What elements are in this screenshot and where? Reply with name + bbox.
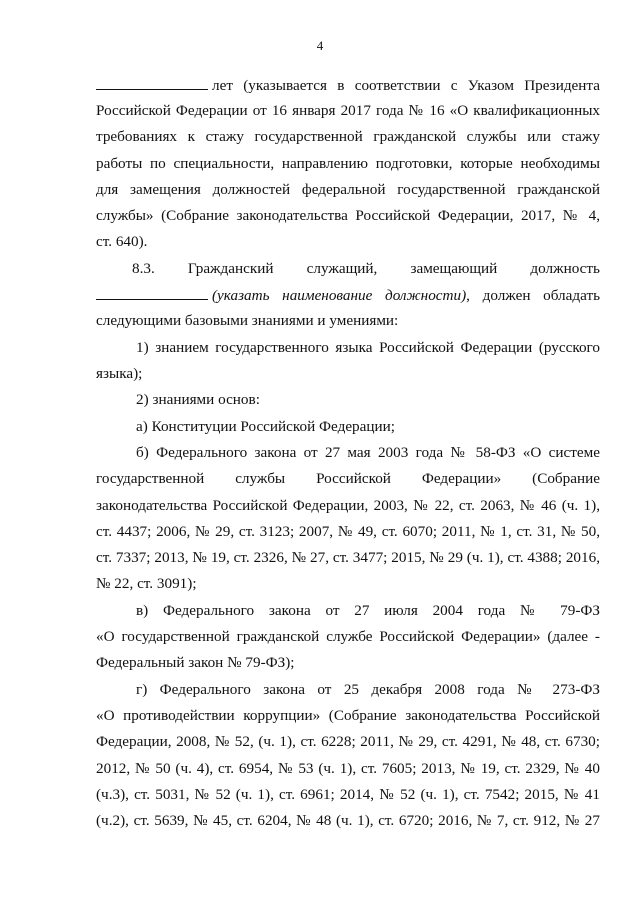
text-line: (ч.2), ст. 5639, № 45, ст. 6204, № 48 (ч. 1), ст. 6720; 2016, № 7, ст. 912, № 27 xyxy=(96,812,600,829)
list-item: 2) знаниями основ: xyxy=(136,391,260,408)
text-line: следующими базовыми знаниями и умениями: xyxy=(96,312,399,329)
list-item: 1) знанием государственного языка Российской Федерации (русского xyxy=(136,339,600,356)
text-line: (ч.3), ст. 5031, № 52 (ч. 1), ст. 6961; 2014, № 52 (ч. 1), ст. 7542; 2015, № 41 xyxy=(96,786,600,803)
text-line: языка); xyxy=(96,365,143,382)
text-line: лет (указывается в соответствии с Указом Президента xyxy=(96,75,600,95)
list-item: б) Федерального закона от 27 мая 2003 года № 58-ФЗ «О системе xyxy=(136,444,600,461)
blank-field xyxy=(96,285,208,300)
text-line: Федерации, 2008, № 52, (ч. 1), ст. 6228; 2011, № 29, ст. 4291, № 48, ст. 6730; xyxy=(96,733,600,750)
text-line: ст. 4437; 2006, № 29, ст. 3123; 2007, № 49, ст. 6070; 2011, № 1, ст. 31, № 50, xyxy=(96,523,600,540)
text-line: государственной службы Российской Федерации» (Собрание xyxy=(96,470,600,487)
text-line: Федеральный закон № 79-ФЗ); xyxy=(96,654,295,671)
section-heading-line: 8.3. Гражданский служащий, замещающий должность xyxy=(132,260,600,277)
list-item: а) Конституции Российской Федерации; xyxy=(136,418,395,435)
text-line: законодательства Российской Федерации, 2003, № 22, ст. 2063, № 46 (ч. 1), xyxy=(96,497,600,514)
text-line: Российской Федерации от 16 января 2017 года № 16 «О квалификационных xyxy=(96,102,600,119)
text-line: ст. 7337; 2013, № 19, ст. 2326, № 27, ст. 3477; 2015, № 29 (ч. 1), ст. 4388; 2016, xyxy=(96,549,600,566)
text-line: № 22, ст. 3091); xyxy=(96,575,197,592)
text-line: требованиях к стажу государственной гражданской службы или стажу xyxy=(96,128,600,145)
text-line: ст. 640). xyxy=(96,233,148,250)
text-line: для замещения должностей федеральной государственной гражданской xyxy=(96,181,600,198)
blank-field xyxy=(96,75,208,90)
text-line: «О противодействии коррупции» (Собрание законодательства Российской xyxy=(96,707,600,724)
list-item: г) Федерального закона от 25 декабря 2008 года № 273-ФЗ xyxy=(136,681,600,698)
text-line: (указать наименование должности), должен обладать xyxy=(96,285,600,305)
page-number: 4 xyxy=(316,38,324,53)
text-line: 2012, № 50 (ч. 4), ст. 6954, № 53 (ч. 1), ст. 7605; 2013, № 19, ст. 2329, № 40 xyxy=(96,760,600,777)
text-line: работы по специальности, направлению подготовки, которые необходимы xyxy=(96,155,600,172)
text-line: «О государственной гражданской службе Российской Федерации» (далее - xyxy=(96,628,600,645)
italic-note: (указать наименование должности) xyxy=(212,287,467,304)
list-item: в) Федерального закона от 27 июля 2004 года № 79-ФЗ xyxy=(136,602,600,619)
text-line: службы» (Собрание законодательства Российской Федерации, 2017, № 4, xyxy=(96,207,600,224)
